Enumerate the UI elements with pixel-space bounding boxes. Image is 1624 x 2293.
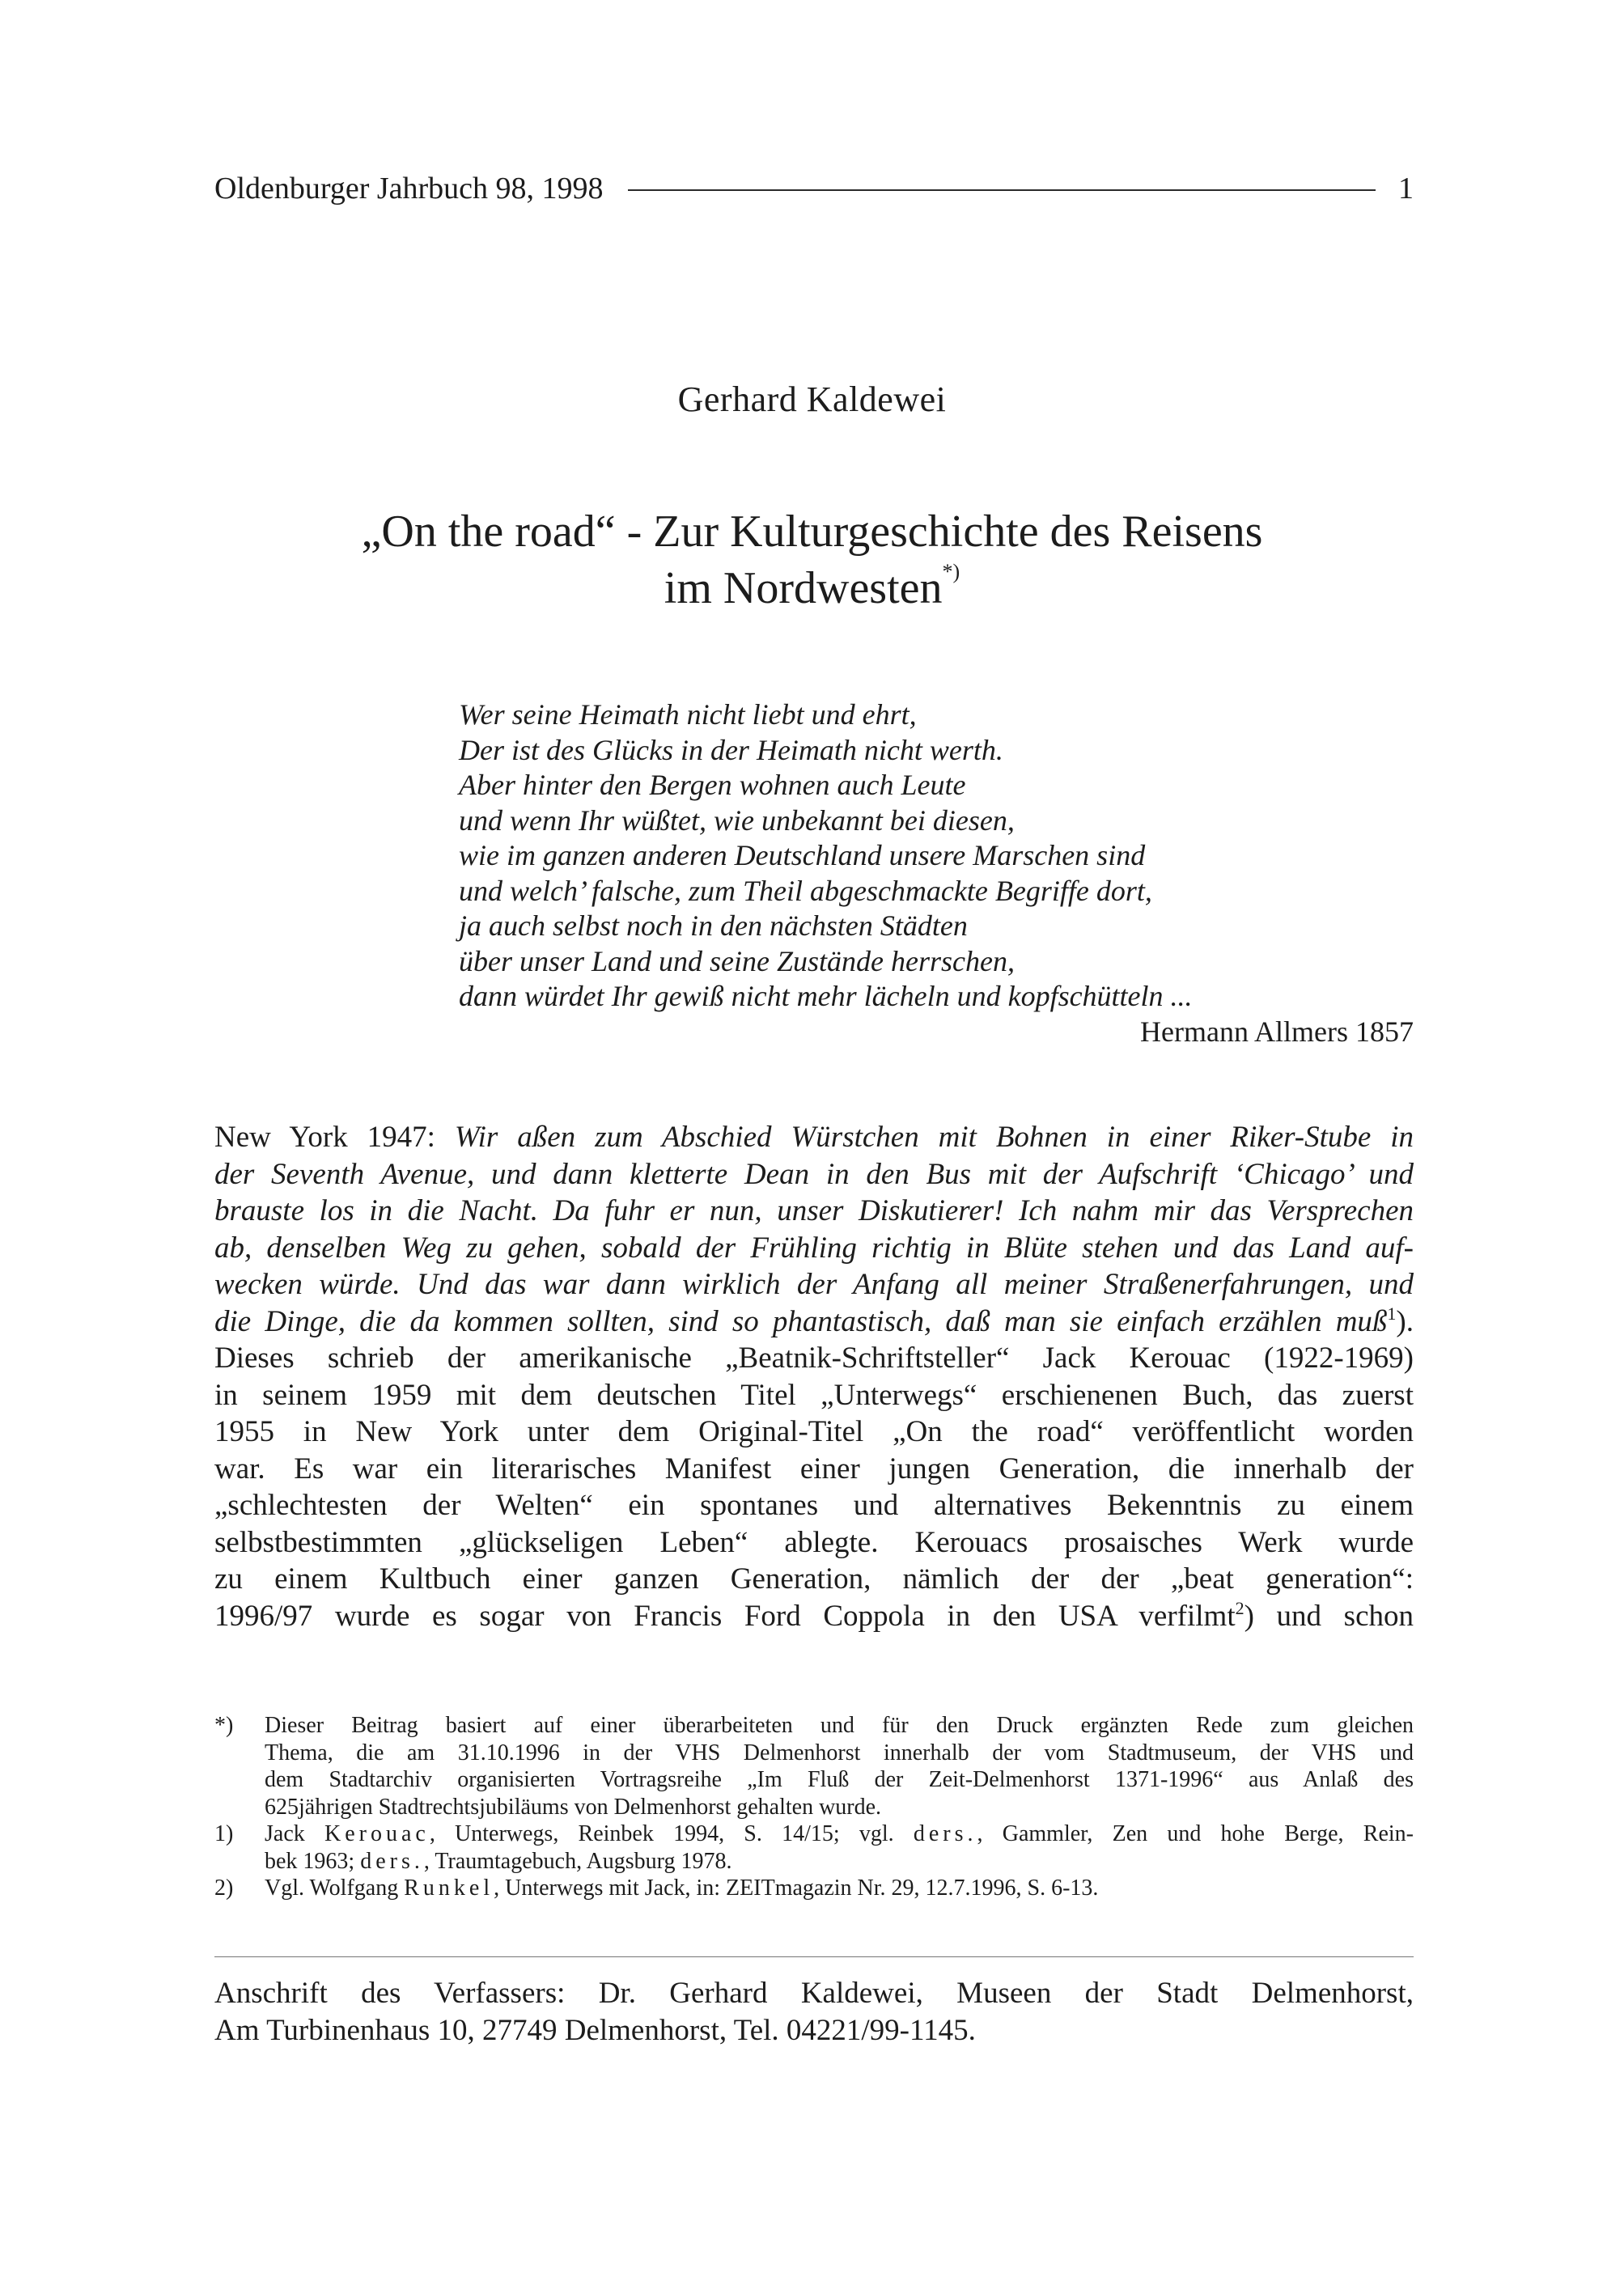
- address-line: Am Turbinenhaus 10, 27749 Delmenhorst, Tel. 04221/99-1145.: [214, 2014, 976, 2047]
- address-separator: [214, 1956, 1414, 1957]
- body-line: selbstbestimmten „glückseligen Leben“ ablegte. Kerouacs prosaisches Werk wurde: [214, 1525, 1414, 1559]
- footnote-star: [214, 1712, 1414, 1820]
- body-line: zu einem Kultbuch einer ganzen Generation, nämlich der der „beat generation“:: [214, 1562, 1414, 1596]
- body-line: [214, 1230, 1414, 1267]
- footnotes: [214, 1712, 1414, 1902]
- body-line: [214, 1303, 1414, 1341]
- body-paragraph: [214, 1119, 1414, 1634]
- body-line: war. Es war ein literarisches Manifest einer jungen Generation, die innerhalb der: [214, 1452, 1414, 1486]
- body-line: Dieses schrieb der amerikanische „Beatnik-Schriftsteller“ Jack Kerouac (1922-1969): [214, 1341, 1414, 1375]
- footnote-span: bek 1963;: [265, 1848, 361, 1874]
- motto-line: wie im ganzen anderen Deutschland unsere Marschen sind: [459, 839, 1146, 871]
- footnote-text: [265, 1712, 1414, 1820]
- title-line-2-text: im Nordwesten: [664, 563, 943, 613]
- footnote-line: [265, 1820, 1414, 1848]
- body-text-span: ).: [1396, 1304, 1414, 1338]
- footnote-line: Thema, die am 31.10.1996 in der VHS Delmenhorst innerhalb der vom Stadtmuseum, der VHS und: [265, 1740, 1414, 1765]
- footnote-ders: ders.: [913, 1821, 977, 1846]
- motto-attribution: Hermann Allmers 1857: [1140, 1015, 1414, 1048]
- footnote-line: [265, 1875, 1414, 1902]
- motto-line: und wenn Ihr wüßtet, wie unbekannt bei diesen,: [459, 803, 1015, 837]
- footnote-ref: 2: [1235, 1597, 1245, 1618]
- motto-line: ja auch selbst noch in den nächsten Städten: [459, 909, 968, 942]
- footnote-ref: 1: [1387, 1303, 1397, 1324]
- body-quote-span: die Dinge, die da kommen sollten, sind so phantastisch, daß man sie einfach erzählen muß: [214, 1304, 1388, 1338]
- motto-poem: [459, 697, 1414, 1049]
- header-rule: [628, 189, 1376, 191]
- body-line: 1955 in New York unter dem Original-Titel „On the road“ veröffentlicht worden: [214, 1415, 1414, 1448]
- body-line: [214, 1193, 1414, 1230]
- body-line: [214, 1266, 1414, 1303]
- body-quote-span: ab, denselben Weg zu gehen, sobald der Frühling richtig in Blüte stehen und das Land auf-: [214, 1231, 1414, 1265]
- footnote-text: [265, 1820, 1414, 1875]
- motto-line: und welch’ falsche, zum Theil abgeschmackte Begriffe dort,: [459, 874, 1152, 907]
- footnote-mark: *): [214, 1713, 234, 1738]
- footnote-line: 625jährigen Stadtrechtsjubiläums von Delmenhorst gehalten wurde.: [265, 1794, 882, 1820]
- footnote-1: [214, 1820, 1414, 1875]
- motto-line: Aber hinter den Bergen wohnen auch Leute: [459, 769, 966, 801]
- journal-name: Oldenburger Jahrbuch 98, 1998: [214, 172, 604, 206]
- body-line: [214, 1156, 1414, 1193]
- footnote-2: [214, 1875, 1414, 1902]
- motto-line: Der ist des Glücks in der Heimath nicht werth.: [459, 733, 1003, 766]
- body-quote-span: brauste los in die Nacht. Da fuhr er nun, unser Diskutierer! Ich nahm mir das Versprechen: [214, 1194, 1414, 1227]
- article-title: [0, 503, 1624, 617]
- footnote-author-name: Kerouac: [324, 1821, 430, 1846]
- title-line-2: [0, 560, 1624, 617]
- footnote-line: [265, 1848, 1414, 1876]
- motto-line: über unser Land und seine Zustände herrschen,: [459, 944, 1015, 977]
- footnote-text: [265, 1875, 1414, 1902]
- body-text-span: 1996/97 wurde es sogar von Francis Ford Coppola in den USA verfilmt: [214, 1599, 1236, 1633]
- footnote-line: Dieser Beitrag basiert auf einer überarbeiteten und für den Druck ergänzten Rede zum gleichen: [265, 1713, 1414, 1738]
- footnote-mark: 1): [214, 1821, 234, 1846]
- body-line: [214, 1598, 1414, 1635]
- author-address: [214, 1975, 1414, 2049]
- running-header: [214, 166, 1414, 211]
- footnote-span: , Unterwegs mit Jack, in: ZEITmagazin Nr. 29, 12.7.1996, S. 6-13.: [494, 1876, 1099, 1901]
- footnote-author-name: Runkel: [404, 1876, 494, 1901]
- body-text-span: ) und schon: [1244, 1599, 1414, 1633]
- footnote-line: dem Stadtarchiv organisierten Vortragsreihe „Im Fluß der Zeit-Delmenhorst 1371-1996“ aus Anlaß des: [265, 1767, 1414, 1792]
- body-line: „schlechtesten der Welten“ ein spontanes und alternatives Bekenntnis zu einem: [214, 1489, 1414, 1522]
- address-line: Anschrift des Verfassers: Dr. Gerhard Kaldewei, Museen der Stadt Delmenhorst,: [214, 1977, 1414, 2010]
- body-quote-span: der Seventh Avenue, und dann kletterte Dean in den Bus mit der Aufschrift ‘Chicago’ und: [214, 1157, 1414, 1191]
- body-quote-span: wecken würde. Und das war dann wirklich der Anfang all meiner Straßenerfahrungen, und: [214, 1268, 1414, 1301]
- footnote-span: Vgl. Wolfgang: [265, 1876, 405, 1901]
- footnote-span: , Gammler, Zen und hohe Berge, Rein-: [977, 1821, 1414, 1846]
- footnote-span: , Unterwegs, Reinbek 1994, S. 14/15; vgl.: [429, 1821, 914, 1846]
- page-number: 1: [1398, 172, 1414, 206]
- footnote-ders: ders.: [360, 1848, 424, 1874]
- article-author: Gerhard Kaldewei: [677, 379, 947, 419]
- footnote-span: , Traumtagebuch, Augsburg 1978.: [423, 1848, 732, 1874]
- title-footnote-mark: *): [942, 560, 960, 583]
- body-quote-span: Wir aßen zum Abschied Würstchen mit Bohnen in einer Riker-Stube in: [454, 1121, 1414, 1154]
- motto-line: Wer seine Heimath nicht liebt und ehrt,: [459, 698, 917, 731]
- title-line-1: „On the road“ - Zur Kulturgeschichte des Reisens: [361, 506, 1263, 557]
- body-text-span: New York 1947:: [214, 1121, 455, 1154]
- footnote-mark: 2): [214, 1876, 234, 1901]
- motto-line: dann würdet Ihr gewiß nicht mehr lächeln und kopfschütteln ...: [459, 980, 1193, 1012]
- footnote-span: Jack: [265, 1821, 324, 1846]
- body-line: [214, 1119, 1414, 1156]
- body-line: in seinem 1959 mit dem deutschen Titel „Unterwegs“ erschienenen Buch, das zuerst: [214, 1378, 1414, 1412]
